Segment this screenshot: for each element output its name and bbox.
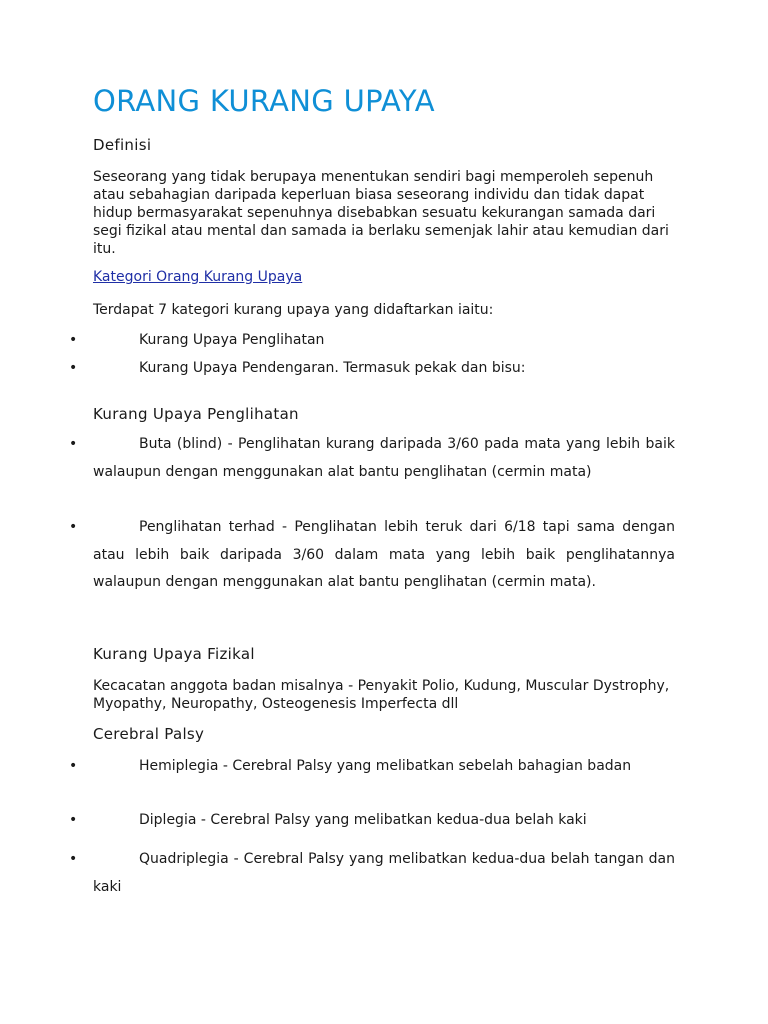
list-item xyxy=(69,514,675,597)
bullet-icon: • xyxy=(69,851,78,867)
list-item xyxy=(69,846,675,901)
list-item-text: Quadriplegia - Cerebral Palsy yang melibatkan kedua-dua belah tangan dan kaki xyxy=(93,851,675,895)
section-heading-cerebral: Cerebral Palsy xyxy=(93,725,205,743)
definisi-paragraph: Seseorang yang tidak berupaya menentukan sendiri bagi memperoleh sepenuh atau sebahagian daripada keperluan biasa seseorang individu dan tidak dapat hidup bermasyarakat sepenuhnya disebabkan sesuatu kekurangan samada dari segi fizikal atau mental dan samada ia berlaku semenjak lahir atau kemudian dari itu. xyxy=(93,169,669,257)
bullet-icon: • xyxy=(69,758,78,774)
section-heading-penglihatan: Kurang Upaya Penglihatan xyxy=(93,405,299,423)
list-item-text: Hemiplegia - Cerebral Palsy yang melibatkan sebelah bahagian badan xyxy=(139,758,632,774)
bullet-icon: • xyxy=(69,360,78,376)
bullet-icon: • xyxy=(69,812,78,828)
list-item xyxy=(69,753,675,781)
list-item xyxy=(69,327,675,355)
list-item-text: Kurang Upaya Penglihatan xyxy=(139,332,325,348)
list-item-text: Penglihatan terhad - Penglihatan lebih teruk dari 6/18 tapi sama dengan atau lebih baik daripada 3/60 dalam mata yang lebih baik penglihatannya walaupun dengan menggunakan alat bantu penglihatan (cermin mata). xyxy=(93,519,675,590)
list-item-text: Kurang Upaya Pendengaran. Termasuk pekak dan bisu: xyxy=(139,360,526,376)
list-item xyxy=(69,431,675,486)
section-heading-fizikal: Kurang Upaya Fizikal xyxy=(93,645,255,663)
list-item xyxy=(69,355,675,383)
list-item xyxy=(69,807,675,835)
fizikal-paragraph: Kecacatan anggota badan misalnya - Penyakit Polio, Kudung, Muscular Dystrophy, Myopathy, Neuropathy, Osteogenesis Imperfecta dll xyxy=(93,678,670,712)
list-item-text: Diplegia - Cerebral Palsy yang melibatkan kedua-dua belah kaki xyxy=(139,812,587,828)
section-heading-definisi: Definisi xyxy=(93,136,152,154)
page-title: ORANG KURANG UPAYA xyxy=(93,84,435,118)
list-item-text: Buta (blind) - Penglihatan kurang daripada 3/60 pada mata yang lebih baik walaupun dengan menggunakan alat bantu penglihatan (cermin mata) xyxy=(93,436,675,480)
bullet-icon: • xyxy=(69,519,78,535)
kategori-link[interactable]: Kategori Orang Kurang Upaya xyxy=(93,269,303,285)
bullet-icon: • xyxy=(69,436,78,452)
kategori-intro: Terdapat 7 kategori kurang upaya yang didaftarkan iaitu: xyxy=(93,302,494,318)
bullet-icon: • xyxy=(69,332,78,348)
